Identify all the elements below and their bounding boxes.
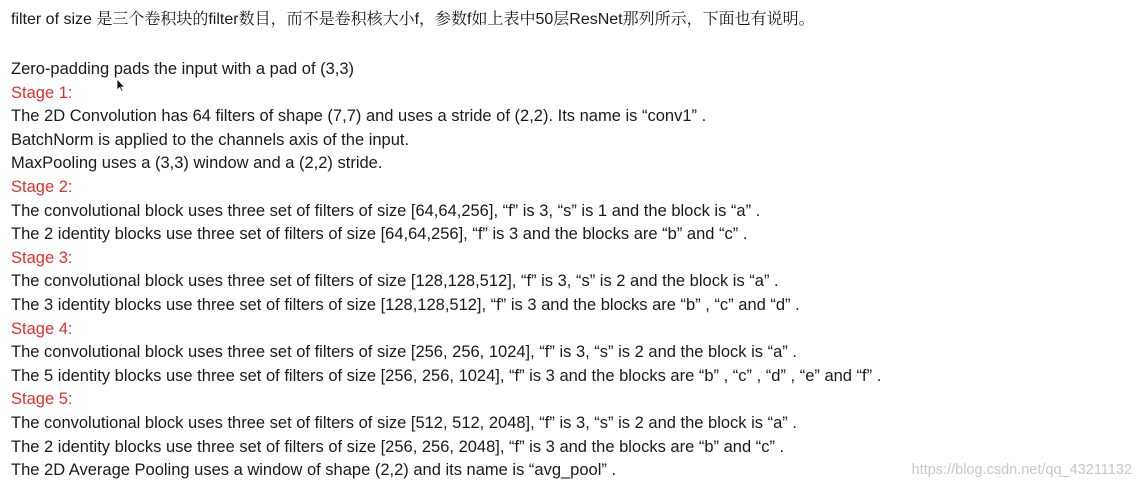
text-line: The 2D Convolution has 64 filters of shape (7,7) and uses a stride of (2,2). Its name is “conv1” . (11, 107, 707, 126)
text-line: The convolutional block uses three set of filters of size [512, 512, 2048], “f” is 3, “s” is 2 and the block is “a” . (11, 413, 797, 432)
stage-heading: Stage 4: (11, 319, 73, 338)
text-line: Zero-padding pads the input with a pad of (3,3) (11, 60, 355, 78)
watermark-url: https://blog.csdn.net/qq_43211132 (911, 462, 1132, 478)
text-line: The 2D Average Pooling uses a window of shape (2,2) and its name is “avg_pool” . (11, 461, 617, 480)
text-line: BatchNorm is applied to the channels axis of the input. (11, 130, 410, 149)
mouse-pointer-icon (116, 78, 126, 92)
header-note: filter of size 是三个卷积块的filter数目，而不是卷积核大小f，参数f如上表中50层ResNet那列所示，下面也有说明。 (11, 11, 815, 28)
text-line: The convolutional block uses three set of filters of size [256, 256, 1024], “f” is 3, “s” is 2 and the block is “a” . (11, 343, 797, 362)
text-line: MaxPooling uses a (3,3) window and a (2,2) stride. (11, 154, 383, 173)
stage-heading: Stage 5: (11, 390, 73, 409)
text-line: The 2 identity blocks use three set of filters of size [256, 256, 2048], “f” is 3 and the blocks are “b” and “c” . (11, 437, 785, 456)
text-line: The convolutional block uses three set of filters of size [128,128,512], “f” is 3, “s” is 2 and the block is “a” . (11, 272, 779, 291)
text-line: The 5 identity blocks use three set of filters of size [256, 256, 1024], “f” is 3 and the blocks are “b” , “c” , “d” , “e” and “f” . (11, 366, 882, 385)
architecture-description (11, 58, 1142, 483)
text-line: The 3 identity blocks use three set of filters of size [128,128,512], “f” is 3 and the blocks are “b” , “c” and “d” . (11, 295, 800, 314)
text-line: The 2 identity blocks use three set of filters of size [64,64,256], “f” is 3 and the blocks are “b” and “c” . (11, 225, 748, 244)
document-body (11, 8, 1142, 483)
stage-heading: Stage 2: (11, 177, 73, 196)
stage-heading: Stage 3: (11, 248, 73, 267)
text-line: The convolutional block uses three set of filters of size [64,64,256], “f” is 3, “s” is 1 and the block is “a” . (11, 201, 761, 220)
stage-heading: Stage 1: (11, 83, 73, 102)
